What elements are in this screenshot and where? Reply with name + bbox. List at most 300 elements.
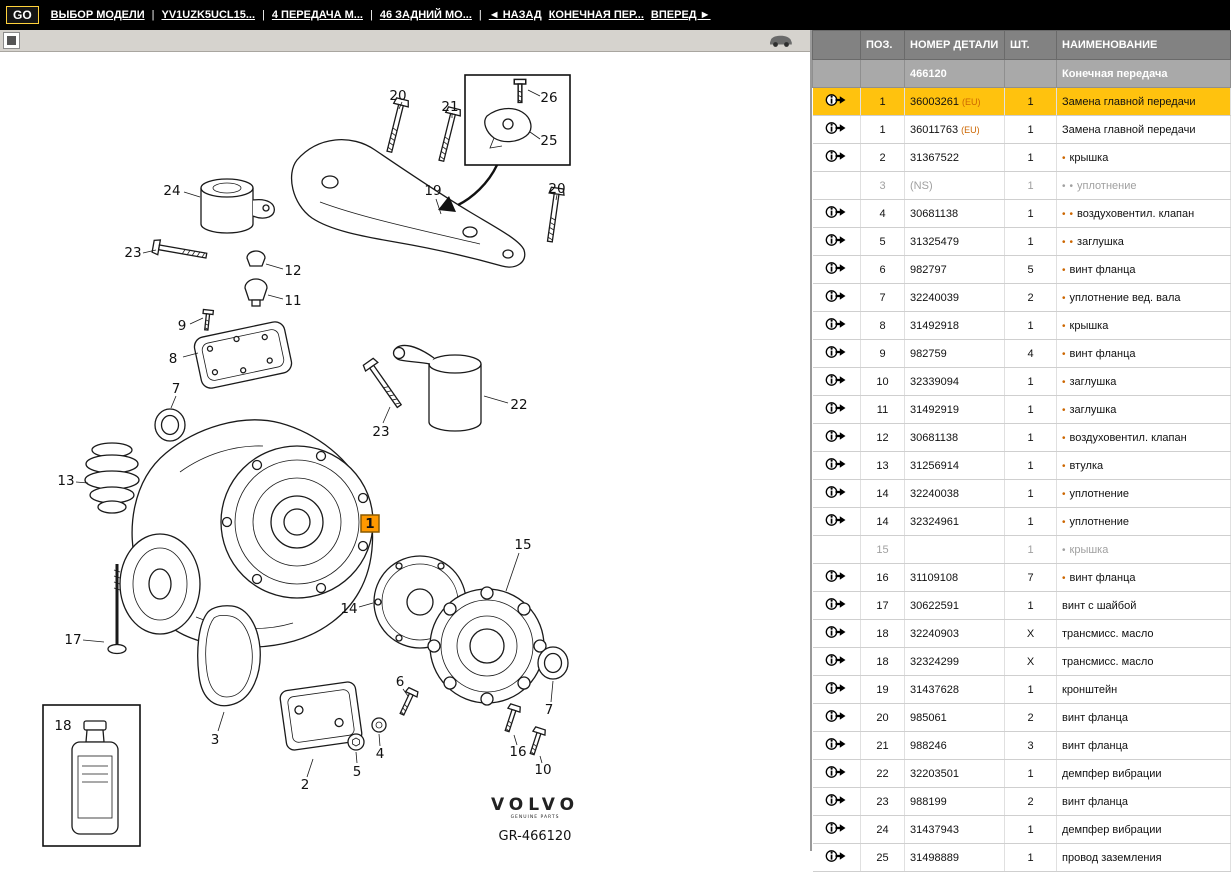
name-cell: [1057, 564, 1231, 592]
row-icon-cell: [813, 732, 861, 760]
nav-link[interactable]: 46 ЗАДНИЙ МО...: [379, 9, 472, 21]
part-number-cell: [905, 844, 1005, 872]
hierarchy-bullet: •: [1062, 376, 1066, 388]
part-name: винт фланца: [1069, 263, 1136, 276]
qty-cell: 1: [1005, 88, 1057, 116]
part-number: 32339094: [910, 375, 959, 388]
callout-25[interactable]: 25: [540, 133, 558, 149]
table-row[interactable]: [813, 452, 1231, 480]
pos-cell: 19: [861, 676, 905, 704]
table-row[interactable]: [813, 228, 1231, 256]
show-in-image-icon[interactable]: [825, 401, 848, 418]
pos-cell: 18: [861, 648, 905, 676]
callout-23a[interactable]: 23: [124, 245, 142, 261]
name-cell: [1057, 704, 1231, 732]
part-name: винт фланца: [1069, 347, 1136, 360]
hierarchy-bullet: •: [1062, 236, 1066, 248]
pos-cell: 12: [861, 424, 905, 452]
volvo-logo-sub: GENUINE PARTS: [510, 815, 560, 820]
part-name: заглушка: [1069, 403, 1117, 416]
callout-11[interactable]: 11: [284, 293, 302, 309]
pos-cell: 17: [861, 592, 905, 620]
qty-cell: 1: [1005, 312, 1057, 340]
callout-20a[interactable]: 20: [389, 88, 407, 104]
part-number: 985061: [910, 711, 947, 724]
part-number: 31498889: [910, 851, 959, 864]
pos-cell: 6: [861, 256, 905, 284]
row-icon-cell: [813, 704, 861, 732]
part-number-cell: [905, 648, 1005, 676]
callout-9[interactable]: 9: [177, 318, 187, 334]
hierarchy-bullet: •: [1062, 404, 1066, 416]
qty-cell: 2: [1005, 704, 1057, 732]
part-number-cell: [905, 228, 1005, 256]
nav-separator: |: [262, 9, 265, 21]
row-icon-cell: [813, 676, 861, 704]
qty-cell: X: [1005, 648, 1057, 676]
part-number-cell: [905, 144, 1005, 172]
nav-separator: |: [478, 9, 482, 21]
part-number: 31492918: [910, 319, 959, 332]
go-button[interactable]: GO: [6, 6, 39, 24]
callout-1[interactable]: 1: [365, 516, 375, 532]
table-row[interactable]: [813, 508, 1231, 536]
callout-22[interactable]: 22: [510, 397, 528, 413]
part-number-cell: [905, 480, 1005, 508]
pos-cell: 11: [861, 396, 905, 424]
table-row[interactable]: [813, 312, 1231, 340]
part-number-cell: [905, 88, 1005, 116]
qty-cell: 1: [1005, 396, 1057, 424]
qty-cell: X: [1005, 620, 1057, 648]
part-name: втулка: [1069, 459, 1104, 472]
callout-13[interactable]: 13: [57, 473, 75, 489]
table-row[interactable]: [813, 648, 1231, 676]
name-cell: [1057, 676, 1231, 704]
table-row[interactable]: [813, 368, 1231, 396]
part-number: (NS): [910, 179, 933, 192]
nav-link[interactable]: ◄ НАЗАД: [488, 9, 542, 21]
part-number-cell: [905, 116, 1005, 144]
name-cell: [1057, 480, 1231, 508]
market-suffix: (EU): [961, 124, 980, 135]
pos-cell: 16: [861, 564, 905, 592]
row-icon-cell: [813, 760, 861, 788]
table-row[interactable]: [813, 536, 1231, 564]
qty-cell: 5: [1005, 256, 1057, 284]
part-number-cell: [905, 452, 1005, 480]
pos-cell: 8: [861, 312, 905, 340]
part-number-cell: [905, 200, 1005, 228]
name-cell: [1057, 536, 1231, 564]
pos-cell: 5: [861, 228, 905, 256]
qty-cell: 1: [1005, 592, 1057, 620]
callout-24[interactable]: 24: [163, 183, 181, 199]
hierarchy-bullet: •: [1062, 180, 1066, 192]
show-in-image-icon[interactable]: [825, 793, 848, 810]
header-pos: ПОЗ.: [861, 31, 905, 60]
table-row[interactable]: [813, 256, 1231, 284]
part-number-cell: [905, 396, 1005, 424]
table-row[interactable]: [813, 88, 1231, 116]
part-number: 36011763: [910, 123, 959, 136]
part-number: 31492919: [910, 403, 959, 416]
show-in-image-icon[interactable]: [825, 121, 848, 138]
table-row[interactable]: [813, 480, 1231, 508]
top-bar: [0, 0, 1230, 30]
callout-23b[interactable]: 23: [372, 424, 390, 440]
nav-link[interactable]: КОНЕЧНАЯ ПЕР...: [548, 9, 644, 21]
part-number: 31256914: [910, 459, 959, 472]
header-icon-col: [813, 31, 861, 60]
part-number: 982797: [910, 263, 947, 276]
nav-link[interactable]: 4 ПЕРЕДАЧА М...: [271, 9, 363, 21]
pos-cell: 4: [861, 200, 905, 228]
row-icon-cell: [813, 508, 861, 536]
hierarchy-bullet: •: [1062, 432, 1066, 444]
nav-link[interactable]: ВЫБОР МОДЕЛИ: [50, 9, 145, 21]
callout-10[interactable]: 10: [534, 762, 552, 778]
part-number-cell: [905, 368, 1005, 396]
parts-table-body: [813, 88, 1231, 872]
show-in-image-icon[interactable]: [825, 205, 848, 222]
name-cell: [1057, 648, 1231, 676]
market-suffix: (EU): [961, 96, 981, 107]
hierarchy-bullet: •: [1069, 236, 1074, 248]
part-name: провод заземления: [1062, 851, 1162, 864]
qty-cell: 1: [1005, 844, 1057, 872]
nav-link[interactable]: YV1UZK5UCL15...: [161, 9, 256, 21]
hierarchy-bullet: •: [1062, 292, 1066, 304]
name-cell: [1057, 592, 1231, 620]
row-icon-cell: [813, 256, 861, 284]
callout-15[interactable]: 15: [514, 537, 532, 553]
volvo-logo: VOLVO: [490, 795, 580, 815]
table-row[interactable]: [813, 732, 1231, 760]
part-number: 32324961: [910, 515, 959, 528]
qty-cell: 1: [1005, 116, 1057, 144]
group-row: [813, 60, 1231, 88]
table-row[interactable]: [813, 704, 1231, 732]
part-number: 30681138: [910, 207, 959, 220]
part-name: заглушка: [1069, 375, 1117, 388]
part-number: 31367522: [910, 151, 959, 164]
header-qty: ШТ.: [1005, 31, 1057, 60]
row-icon-cell: [813, 116, 861, 144]
nav-separator: |: [151, 9, 155, 21]
callout-7b[interactable]: 7: [544, 702, 554, 718]
callout-26[interactable]: 26: [540, 90, 558, 106]
row-icon-cell: [813, 648, 861, 676]
name-cell: [1057, 424, 1231, 452]
row-icon-cell: [813, 788, 861, 816]
show-in-image-icon[interactable]: [825, 233, 848, 250]
table-row[interactable]: [813, 844, 1231, 872]
name-cell: [1057, 340, 1231, 368]
qty-cell: 1: [1005, 172, 1057, 200]
part-number: 31109108: [910, 571, 959, 584]
show-in-image-icon[interactable]: [825, 429, 848, 446]
part-number: 982759: [910, 347, 947, 360]
part-name: заглушка: [1077, 235, 1124, 248]
row-icon-cell: [813, 368, 861, 396]
part-number: 31437943: [910, 823, 959, 836]
hierarchy-bullet: •: [1069, 180, 1074, 192]
qty-cell: 2: [1005, 284, 1057, 312]
show-in-image-icon[interactable]: [825, 709, 848, 726]
table-row[interactable]: [813, 592, 1231, 620]
group-name: Конечная передача: [1057, 60, 1231, 88]
part-name: винт фланца: [1069, 571, 1136, 584]
group-number: 466120: [905, 60, 1005, 88]
pos-cell: 2: [861, 144, 905, 172]
pos-cell: 22: [861, 760, 905, 788]
qty-cell: 1: [1005, 424, 1057, 452]
nav-separator: |: [369, 9, 373, 21]
header-name: НАИМЕНОВАНИЕ: [1057, 31, 1231, 60]
part-number: 31325479: [910, 235, 959, 248]
qty-cell: 1: [1005, 200, 1057, 228]
part-name: воздуховентил. клапан: [1077, 207, 1195, 220]
hierarchy-bullet: •: [1062, 488, 1066, 500]
qty-cell: 1: [1005, 228, 1057, 256]
callout-17[interactable]: 17: [64, 632, 82, 648]
name-cell: [1057, 452, 1231, 480]
hierarchy-bullet: •: [1062, 516, 1066, 528]
part-number: 988199: [910, 795, 947, 808]
show-in-image-icon[interactable]: [825, 681, 848, 698]
qty-cell: 1: [1005, 536, 1057, 564]
document-icon[interactable]: [3, 32, 20, 49]
qty-cell: 4: [1005, 340, 1057, 368]
pos-cell: 23: [861, 788, 905, 816]
pos-cell: 7: [861, 284, 905, 312]
row-icon-cell: [813, 620, 861, 648]
parts-table-pane: [810, 30, 1230, 864]
table-row[interactable]: [813, 424, 1231, 452]
pos-cell: 15: [861, 536, 905, 564]
part-number-cell: [905, 256, 1005, 284]
row-icon-cell: [813, 312, 861, 340]
part-number: 32324299: [910, 655, 959, 668]
show-in-image-icon[interactable]: [825, 513, 848, 530]
qty-cell: 1: [1005, 452, 1057, 480]
car-icon[interactable]: [768, 33, 794, 53]
callout-8[interactable]: 8: [168, 351, 178, 367]
row-icon-cell: [813, 284, 861, 312]
part-name: винт фланца: [1062, 795, 1128, 808]
pos-cell: 18: [861, 620, 905, 648]
part-number-cell: [905, 424, 1005, 452]
part-name: винт с шайбой: [1062, 599, 1137, 612]
show-in-image-icon[interactable]: [825, 345, 848, 362]
name-cell: [1057, 284, 1231, 312]
qty-cell: 3: [1005, 732, 1057, 760]
name-cell: [1057, 368, 1231, 396]
table-row[interactable]: [813, 340, 1231, 368]
name-cell: [1057, 816, 1231, 844]
part-name: уплотнение: [1069, 487, 1129, 500]
hierarchy-bullet: •: [1062, 152, 1066, 164]
table-row[interactable]: [813, 676, 1231, 704]
parts-table: [812, 30, 1231, 872]
hierarchy-bullet: •: [1062, 208, 1066, 220]
callout-20b[interactable]: 20: [548, 181, 566, 197]
nav-link[interactable]: ВПЕРЕД ►: [650, 9, 711, 21]
name-cell: [1057, 200, 1231, 228]
qty-cell: 1: [1005, 816, 1057, 844]
qty-cell: 7: [1005, 564, 1057, 592]
show-in-image-icon[interactable]: [825, 765, 848, 782]
show-in-image-icon[interactable]: [825, 289, 848, 306]
part-number-cell: [905, 816, 1005, 844]
callout-5[interactable]: 5: [352, 764, 362, 780]
part-number: 32240903: [910, 627, 959, 640]
part-name: уплотнение: [1069, 515, 1129, 528]
pos-cell: 14: [861, 508, 905, 536]
show-in-image-icon[interactable]: [825, 849, 848, 866]
show-in-image-icon[interactable]: [825, 317, 848, 334]
table-row[interactable]: [813, 172, 1231, 200]
part-number: 31437628: [910, 683, 959, 696]
row-icon-cell: [813, 228, 861, 256]
pos-cell: 13: [861, 452, 905, 480]
show-in-image-icon[interactable]: [825, 625, 848, 642]
name-cell: [1057, 88, 1231, 116]
hierarchy-bullet: •: [1069, 208, 1074, 220]
qty-cell: 2: [1005, 788, 1057, 816]
part-name: уплотнение: [1077, 179, 1137, 192]
show-in-image-icon[interactable]: [825, 597, 848, 614]
show-in-image-icon[interactable]: [825, 261, 848, 278]
part-name: крышка: [1069, 319, 1109, 332]
part-name: трансмисс. масло: [1062, 627, 1154, 640]
part-number-cell: [905, 704, 1005, 732]
show-in-image-icon[interactable]: [825, 93, 848, 110]
exploded-diagram: [0, 52, 810, 851]
part-number-cell: [905, 732, 1005, 760]
row-icon-cell: [813, 536, 861, 564]
part-number: 32203501: [910, 767, 959, 780]
table-row[interactable]: [813, 620, 1231, 648]
part-number-cell: [905, 620, 1005, 648]
diagram-pane: [0, 52, 810, 851]
row-icon-cell: [813, 200, 861, 228]
row-icon-cell: [813, 564, 861, 592]
header-number: НОМЕР ДЕТАЛИ: [905, 31, 1005, 60]
show-in-image-icon[interactable]: [825, 485, 848, 502]
row-icon-cell: [813, 480, 861, 508]
callout-12[interactable]: 12: [284, 263, 302, 279]
name-cell: [1057, 508, 1231, 536]
table-row[interactable]: [813, 144, 1231, 172]
hierarchy-bullet: •: [1062, 544, 1066, 556]
part-name: Замена главной передачи: [1062, 95, 1196, 108]
show-in-image-icon[interactable]: [825, 149, 848, 166]
callout-2[interactable]: 2: [300, 777, 310, 793]
hierarchy-bullet: •: [1062, 320, 1066, 332]
callout-4[interactable]: 4: [375, 746, 385, 762]
callout-6[interactable]: 6: [395, 674, 405, 690]
callout-21[interactable]: 21: [441, 99, 459, 115]
callout-18[interactable]: 18: [54, 718, 72, 734]
show-in-image-icon[interactable]: [825, 737, 848, 754]
hierarchy-bullet: •: [1062, 264, 1066, 276]
qty-cell: 1: [1005, 144, 1057, 172]
callout-19[interactable]: 19: [424, 183, 442, 199]
show-in-image-icon[interactable]: [825, 821, 848, 838]
show-in-image-icon[interactable]: [825, 653, 848, 670]
name-cell: [1057, 228, 1231, 256]
pos-cell: 24: [861, 816, 905, 844]
part-name: крышка: [1069, 151, 1109, 164]
pos-cell: 21: [861, 732, 905, 760]
pos-cell: 9: [861, 340, 905, 368]
table-row[interactable]: [813, 284, 1231, 312]
part-name: трансмисс. масло: [1062, 655, 1154, 668]
part-name: Замена главной передачи: [1062, 123, 1196, 136]
row-icon-cell: [813, 172, 861, 200]
part-number-cell: [905, 760, 1005, 788]
row-icon-cell: [813, 452, 861, 480]
table-row[interactable]: [813, 116, 1231, 144]
name-cell: [1057, 620, 1231, 648]
callout-14[interactable]: 14: [340, 601, 358, 617]
table-row[interactable]: [813, 564, 1231, 592]
row-icon-cell: [813, 144, 861, 172]
part-name: крышка: [1069, 543, 1109, 556]
part-name: кронштейн: [1062, 683, 1118, 696]
table-row[interactable]: [813, 788, 1231, 816]
qty-cell: 1: [1005, 760, 1057, 788]
part-name: воздуховентил. клапан: [1069, 431, 1187, 444]
table-row[interactable]: [813, 760, 1231, 788]
callout-16[interactable]: 16: [509, 744, 527, 760]
show-in-image-icon[interactable]: [825, 373, 848, 390]
pos-cell: 3: [861, 172, 905, 200]
row-icon-cell: [813, 844, 861, 872]
part-number-cell: [905, 312, 1005, 340]
table-row[interactable]: [813, 396, 1231, 424]
callout-7a[interactable]: 7: [171, 381, 181, 397]
table-row[interactable]: [813, 816, 1231, 844]
row-icon-cell: [813, 816, 861, 844]
qty-cell: 1: [1005, 480, 1057, 508]
pos-cell: 25: [861, 844, 905, 872]
table-row[interactable]: [813, 200, 1231, 228]
callout-3[interactable]: 3: [210, 732, 220, 748]
name-cell: [1057, 312, 1231, 340]
qty-cell: 1: [1005, 676, 1057, 704]
name-cell: [1057, 256, 1231, 284]
row-icon-cell: [813, 424, 861, 452]
part-name: винт фланца: [1062, 711, 1128, 724]
pos-cell: 1: [861, 88, 905, 116]
row-icon-cell: [813, 340, 861, 368]
part-number-cell: [905, 284, 1005, 312]
show-in-image-icon[interactable]: [825, 457, 848, 474]
part-number-cell: [905, 340, 1005, 368]
show-in-image-icon[interactable]: [825, 569, 848, 586]
part-name: демпфер вибрации: [1062, 767, 1162, 780]
name-cell: [1057, 172, 1231, 200]
pos-cell: 20: [861, 704, 905, 732]
part-number: 988246: [910, 739, 947, 752]
pos-cell: 1: [861, 116, 905, 144]
part-number: 30622591: [910, 599, 959, 612]
part-name: винт фланца: [1062, 739, 1128, 752]
name-cell: [1057, 396, 1231, 424]
